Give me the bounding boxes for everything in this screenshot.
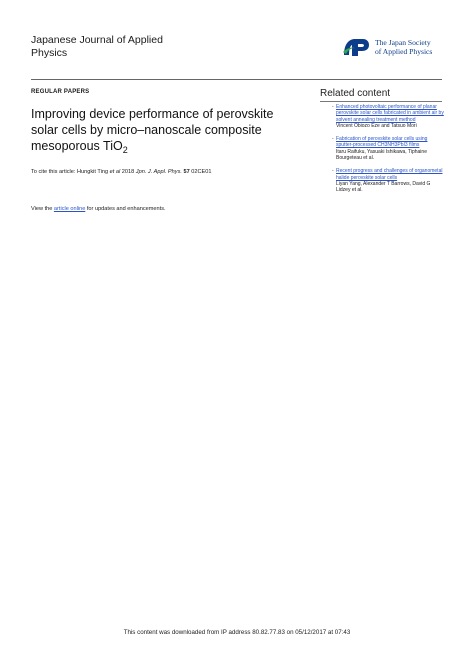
- journal-name-line2: Physics: [31, 46, 68, 59]
- article-online-link[interactable]: article online: [53, 206, 86, 212]
- related-item-link[interactable]: Recent progress and challenges of organometal halide perovskite solar cells: [336, 168, 443, 181]
- related-item-link[interactable]: Fabrication of perovskite solar cells using sputter-processed CH3NH3PbI3 films: [336, 136, 428, 149]
- publisher-name-line2: of Applied Physics: [375, 47, 433, 56]
- header-divider: [31, 79, 442, 80]
- citation: [31, 169, 212, 175]
- related-item: [320, 104, 445, 129]
- view-suffix: for updates and enhancements.: [85, 206, 166, 212]
- related-content-list: [320, 104, 445, 201]
- jsap-logo-icon: [341, 36, 371, 58]
- citation-journal: Jpn. J. Appl. Phys.: [135, 169, 182, 175]
- article-title-subscript: 2: [122, 145, 128, 155]
- related-bullet: -: [332, 104, 334, 110]
- related-bullet: -: [332, 168, 334, 175]
- related-content-heading: Related content: [320, 88, 391, 99]
- citation-article-number: 02CE01: [189, 169, 212, 175]
- article-title-main: Improving device performance of perovskite solar cells by micro–nanoscale composite mesoporous TiO: [31, 107, 274, 153]
- citation-volume: 57: [183, 169, 190, 175]
- publisher-name-line1: The Japan Society: [375, 37, 431, 47]
- related-item-authors: Liyan Yang, Alexander T Barrows, David G Lidzey et al.: [336, 180, 431, 194]
- related-bullet: -: [332, 136, 334, 143]
- related-item-authors: Vincent Obiozo Eze and Tatsuo Mori: [336, 122, 417, 129]
- related-divider: [320, 101, 442, 102]
- related-item-link[interactable]: Enhanced photovoltaic performance of planar perovskite solar cells fabricated in ambient air by solvent annealing treatment method: [336, 104, 444, 123]
- journal-name-line1: Japanese Journal of Applied: [31, 34, 163, 46]
- related-item: [320, 168, 445, 193]
- journal-name: [31, 34, 163, 59]
- article-title: [31, 106, 301, 154]
- publisher-name: [375, 38, 432, 57]
- download-footer: This content was downloaded from IP address 80.82.77.83 on 05/12/2017 at 07:43: [123, 629, 351, 636]
- related-item: [320, 136, 445, 161]
- citation-etal: et al: [109, 169, 121, 175]
- publisher-logo: [341, 36, 432, 58]
- view-prefix: View the: [31, 206, 54, 212]
- citation-year: 2018: [120, 169, 136, 175]
- related-item-authors: Itaru Raifuku, Yasuaki Ishikawa, Tiphaine Bourgeteau et al.: [336, 148, 427, 162]
- section-label: REGULAR PAPERS: [31, 89, 90, 95]
- view-online-line: [31, 206, 166, 212]
- citation-prefix: To cite this article: Hungkit Ting: [31, 169, 110, 175]
